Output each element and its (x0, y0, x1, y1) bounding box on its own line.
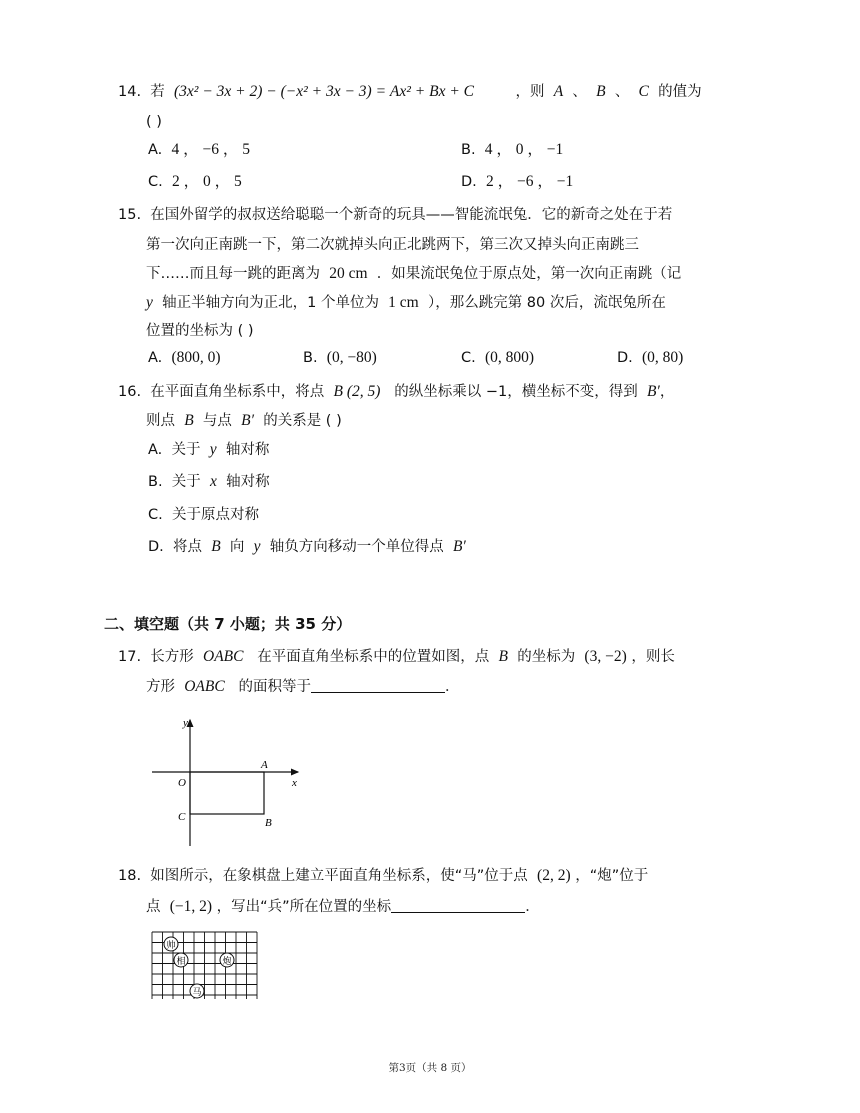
q15-line2: 第一次向正南跳一下，第二次就掉头向正北跳两下，第三次又掉头向正南跳三 (146, 237, 639, 253)
q16-point-b: B (2, 5) (333, 383, 381, 400)
option-text: 2 ， −6 ， −1 (486, 173, 574, 190)
q16-var-b: B (184, 412, 194, 429)
y-axis-label: y (183, 717, 188, 729)
piece-label: 帅 (166, 940, 176, 950)
option-var: y (209, 441, 217, 458)
q15-text-3b: ．如果流氓兔位于原点处，第一次向正南跳（记 (376, 266, 682, 282)
option-label: D. (617, 350, 633, 366)
q17-line1 (118, 647, 675, 667)
q15-line1 (118, 205, 672, 225)
option-label: C. (461, 350, 476, 366)
q15-distance: 20 cm (329, 265, 368, 282)
q18-number: 18. (118, 868, 142, 884)
origin-label: O (178, 777, 186, 789)
q16-line2 (146, 411, 342, 431)
q15-unit: 1 cm (388, 294, 419, 311)
q15-line5: 位置的坐标为 ( ) (146, 323, 254, 339)
q17-text-1c: 的坐标为 (517, 649, 576, 665)
option-text: 关于 (171, 442, 201, 458)
q16-comma: ， (659, 384, 675, 400)
q14-number: 14. (118, 84, 142, 100)
q16-number: 16. (118, 384, 142, 400)
q14-option-c[interactable] (148, 172, 242, 192)
q14-equation: (3x² − 3x + 2) − (−x² + 3x − 3) = Ax² + Bx + C (174, 83, 475, 100)
option-var: B′ (452, 538, 466, 555)
piece-label: 马 (192, 987, 202, 997)
q15-text-3a: 下……而且每一跳的距离为 (146, 266, 320, 282)
q16-text-1b: 的纵坐标乘以 −1，横坐标不变，得到 (394, 384, 638, 400)
q14-option-d[interactable] (461, 172, 573, 192)
q14-text: 若 (150, 84, 165, 100)
point-b-label: B (265, 817, 272, 829)
option-text: 将点 (173, 539, 202, 555)
q15-option-c[interactable] (461, 348, 534, 368)
x-axis-label: x (292, 777, 297, 789)
option-label: C. (148, 507, 163, 523)
q17-rect-name-2: OABC (184, 678, 225, 695)
q18-text-2a: 点 (146, 899, 161, 915)
q17-number: 17. (118, 649, 142, 665)
option-label: B. (461, 142, 476, 158)
q14-var-b: B (596, 83, 606, 100)
option-text: (800, 0) (171, 349, 221, 366)
option-text: (0, 80) (642, 349, 684, 366)
q14-sep2: 、 (614, 84, 630, 100)
option-var: x (210, 473, 217, 490)
point-c-label: C (178, 811, 186, 823)
q14-paren: ( ) (146, 114, 162, 130)
section-title: 二、填空题（共 7 小题；共 35 分） (104, 615, 352, 633)
option-text: 4 ， −6 ， 5 (171, 141, 250, 158)
q16-option-b[interactable] (148, 472, 270, 492)
q14-var-a: A (553, 83, 564, 100)
q14-option-a[interactable] (148, 140, 250, 160)
q16-line1 (118, 382, 674, 402)
q16-var-bprime: B′ (241, 412, 254, 429)
q16-text-2a: 则点 (146, 413, 175, 429)
q15-line3 (146, 264, 681, 284)
option-label: A. (148, 442, 163, 458)
q16-option-a[interactable] (148, 440, 269, 460)
q16-option-d[interactable] (148, 537, 466, 557)
q18-line2 (146, 896, 540, 917)
option-text: 关于 (171, 474, 201, 490)
piece-label: 相 (176, 956, 186, 966)
q14-line1 (118, 82, 702, 102)
q15-option-b[interactable] (303, 348, 377, 368)
piece-shuai (164, 937, 178, 951)
option-label: B. (148, 474, 163, 490)
q17-text-2a: 方形 (146, 679, 175, 695)
q18-text-1b: ，“炮”位于 (575, 868, 649, 884)
q18-coord-cannon: (−1, 2) (169, 898, 213, 915)
q15-line4 (146, 293, 666, 313)
q15-text-4a: 轴正半轴方向为正北，1 个单位为 (162, 295, 379, 311)
q16-point-bprime: B′ (646, 383, 660, 400)
q17-rect-name: OABC (203, 648, 244, 665)
q18-line1 (118, 866, 648, 886)
point-a-label: A (261, 759, 268, 771)
q17-coordinate-figure (148, 714, 308, 850)
option-label: A. (148, 350, 163, 366)
option-var: B (211, 538, 221, 555)
q17-line2 (146, 676, 460, 697)
q14-text-b: ，则 (515, 84, 545, 100)
q17-text-1a: 长方形 (150, 649, 194, 665)
q18-answer-blank[interactable] (391, 896, 525, 913)
rectangle-oabc (190, 772, 264, 814)
option-label: C. (148, 174, 163, 190)
option-label: B. (303, 350, 318, 366)
q17-period: ． (445, 679, 460, 695)
q16-text-1a: 在平面直角坐标系中，将点 (150, 384, 325, 400)
q17-text-1b: 在平面直角坐标系中的位置如图，点 (257, 649, 490, 665)
option-text: 关于原点对称 (171, 507, 259, 523)
page-footer: 第3页（共 8 页） (388, 1062, 472, 1074)
option-label: D. (461, 174, 477, 190)
q18-coord-horse: (2, 2) (537, 867, 571, 884)
option-label: D. (148, 539, 164, 555)
q16-option-c[interactable] (148, 505, 259, 525)
piece-label: 炮 (222, 956, 232, 966)
option-text: (0, −80) (326, 349, 377, 366)
q18-text-2b: ，写出“兵”所在位置的坐标 (216, 899, 392, 915)
option-text: 向 (229, 539, 245, 555)
q17-text-1d: ，则长 (631, 649, 675, 665)
piece-xiang (174, 953, 188, 967)
option-text: 4 ， 0 ， −1 (484, 141, 564, 158)
option-text: (0, 800) (484, 349, 535, 366)
piece-pao (220, 953, 234, 967)
option-text: 轴负方向移动一个单位得点 (269, 539, 444, 555)
q18-text-1a: 如图所示，在象棋盘上建立平面直角坐标系，使“马”位于点 (150, 868, 528, 884)
q16-text-2c: 的关系是 ( ) (263, 413, 342, 429)
q14-sep1: 、 (572, 84, 587, 100)
q17-coord: (3, −2) (584, 648, 627, 665)
q16-text-2b: 与点 (202, 413, 232, 429)
q17-text-2b: 的面积等于 (238, 679, 312, 695)
q14-var-c: C (638, 83, 649, 100)
q15-text-4b: ），那么跳完第 80 次后，流氓兔所在 (427, 295, 666, 311)
q17-answer-blank[interactable] (311, 676, 445, 693)
q14-option-b[interactable] (461, 140, 563, 160)
option-label: A. (148, 142, 163, 158)
piece-ma (190, 984, 204, 998)
q15-option-a[interactable] (148, 348, 221, 368)
q18-period: ． (525, 899, 540, 915)
q15-var-y: y (146, 294, 153, 311)
option-var: y (253, 538, 261, 555)
q14-text-c: 的值为 (658, 84, 702, 100)
option-text: 2 ， 0 ， 5 (171, 173, 242, 190)
option-text: 轴对称 (226, 474, 270, 490)
option-text: 轴对称 (225, 442, 270, 458)
q15-number: 15. (118, 207, 142, 223)
q15-text: 在国外留学的叔叔送给聪聪一个新奇的玩具——智能流氓兔．它的新奇之处在于若 (150, 207, 673, 223)
q17-var-b: B (498, 648, 508, 665)
q18-chessboard-figure (150, 930, 260, 1002)
q15-option-d[interactable] (617, 348, 683, 368)
